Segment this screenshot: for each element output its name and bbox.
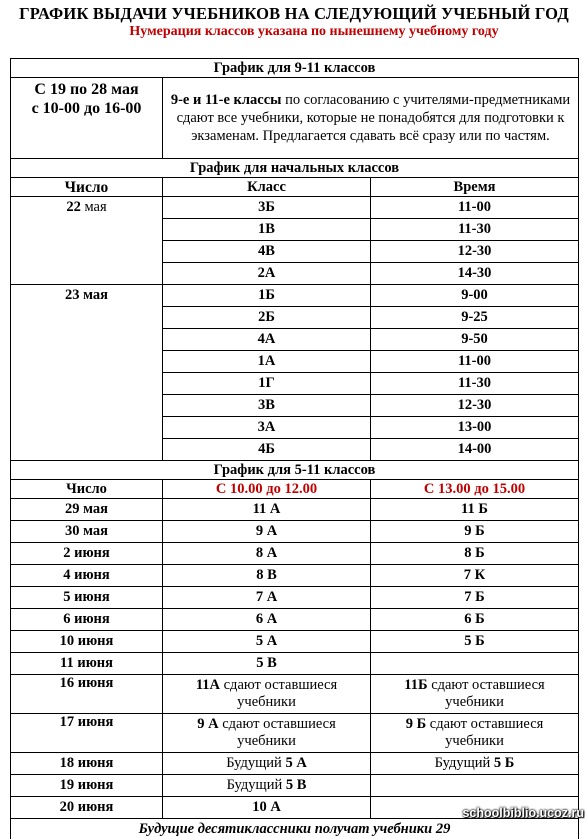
table-row (11, 197, 579, 219)
row-time: 11-30 (371, 373, 579, 395)
table-row (11, 653, 579, 675)
row-date: 17 июня (11, 714, 163, 753)
row-slot1: 8 В (163, 565, 371, 587)
table-row (11, 285, 579, 307)
desc-bold: 9-е и 11-е классы (171, 92, 282, 108)
table-row (11, 565, 579, 587)
col-date-header: Число (11, 178, 163, 197)
row-class: 2Б (163, 307, 371, 329)
row-time: 14-00 (371, 439, 579, 461)
row-date (11, 263, 163, 285)
table-row (11, 775, 579, 797)
footer-row (11, 819, 579, 839)
table-row (11, 241, 579, 263)
note-text: сдают оставшиеся учебники (219, 716, 336, 749)
section-primary-heading: График для начальных классов (11, 159, 579, 178)
row-date: 20 июня (11, 797, 163, 819)
table-row (11, 587, 579, 609)
row-date: 30 мая (11, 521, 163, 543)
class-label: 9 Б (406, 716, 426, 732)
table-row (11, 753, 579, 775)
table-row (11, 329, 579, 351)
row-slot1: 5 А (163, 631, 371, 653)
row-date (11, 417, 163, 439)
row-date (11, 373, 163, 395)
table-row (11, 714, 579, 753)
class-label: 5 Б (494, 755, 514, 771)
table-row (11, 439, 579, 461)
row-class: 4Б (163, 439, 371, 461)
row-date: 11 июня (11, 653, 163, 675)
row-slot2: 5 Б (371, 631, 579, 653)
row-slot1 (163, 753, 371, 775)
col-date-header: Число (11, 480, 163, 499)
row-class: 3В (163, 395, 371, 417)
table-row (11, 543, 579, 565)
section-9-11-description (163, 78, 579, 159)
table-row (11, 417, 579, 439)
row-class: 1Б (163, 285, 371, 307)
row-date: 18 июня (11, 753, 163, 775)
col-time-header: Время (371, 178, 579, 197)
row-time: 9-50 (371, 329, 579, 351)
dates-line-2: с 10-00 до 16-00 (15, 99, 158, 118)
row-time: 11-30 (371, 219, 579, 241)
row-time: 11-00 (371, 351, 579, 373)
row-slot1: 11 А (163, 499, 371, 521)
note-text: сдают оставшиеся учебники (426, 716, 543, 749)
row-time: 9-00 (371, 285, 579, 307)
page-title: ГРАФИК ВЫДАЧИ УЧЕБНИКОВ НА СЛЕДУЮЩИЙ УЧЕБНЫЙ ГОД (0, 4, 588, 24)
watermark: schoolbiblio.ucoz.ru (462, 806, 584, 820)
class-label: 9 А (197, 716, 218, 732)
section-9-11-row (11, 78, 579, 159)
row-class: 2А (163, 263, 371, 285)
table-row (11, 263, 579, 285)
row-slot2: 11 Б (371, 499, 579, 521)
class-label: 11А (196, 677, 220, 693)
row-time: 14-30 (371, 263, 579, 285)
desc-text: по согласованию с учителями-предметниками сдают все учебники, которые не понадобятся для подготовки к экзаменам. Предлагается сдавать всё сразу или по частям. (177, 92, 571, 144)
senior-rows (11, 499, 579, 675)
row-class: 3Б (163, 197, 371, 219)
class-label: 5 А (285, 755, 306, 771)
section-9-11-heading: График для 9-11 классов (11, 59, 579, 78)
row-slot1: 10 А (163, 797, 371, 819)
row-class: 1Г (163, 373, 371, 395)
col-slot2-header: С 13.00 до 15.00 (371, 480, 579, 499)
row-date (11, 439, 163, 461)
row-slot1: 8 А (163, 543, 371, 565)
row-slot2 (371, 675, 579, 714)
section-primary-columns (11, 178, 579, 197)
col-slot1-header: С 10.00 до 12.00 (163, 480, 371, 499)
row-date: 6 июня (11, 609, 163, 631)
row-date: 2 июня (11, 543, 163, 565)
table-row (11, 395, 579, 417)
row-slot2: 6 Б (371, 609, 579, 631)
table-row (11, 307, 579, 329)
row-date: 10 июня (11, 631, 163, 653)
row-slot2: 7 К (371, 565, 579, 587)
note-text: Будущий (435, 755, 494, 771)
row-date (11, 241, 163, 263)
row-slot1 (163, 675, 371, 714)
row-class: 3А (163, 417, 371, 439)
row-date (11, 351, 163, 373)
row-date (11, 219, 163, 241)
row-slot2: 8 Б (371, 543, 579, 565)
section-5-11-heading: График для 5-11 классов (11, 461, 579, 480)
table-row (11, 373, 579, 395)
class-label: 5 В (286, 777, 307, 793)
table-row (11, 609, 579, 631)
row-slot2 (371, 753, 579, 775)
col-class-header: Класс (163, 178, 371, 197)
row-class: 1А (163, 351, 371, 373)
dates-line-1: С 19 по 28 мая (15, 80, 158, 99)
page-subtitle: Нумерация классов указана по нынешнему учебному году (0, 24, 588, 40)
section-9-11-heading-row (11, 59, 579, 78)
section-5-11-heading-row (11, 461, 579, 480)
row-date (11, 307, 163, 329)
row-slot2: 7 Б (371, 587, 579, 609)
row-date: 23 мая (11, 285, 163, 307)
row-date: 16 июня (11, 675, 163, 714)
row-time: 13-00 (371, 417, 579, 439)
row-slot1: 9 А (163, 521, 371, 543)
class-label: 11Б (404, 677, 427, 693)
row-time: 9-25 (371, 307, 579, 329)
row-date: 22 мая (11, 197, 163, 219)
row-slot2 (371, 714, 579, 753)
row-time: 11-00 (371, 197, 579, 219)
row-slot2: 9 Б (371, 521, 579, 543)
row-slot1 (163, 714, 371, 753)
row-time: 12-30 (371, 395, 579, 417)
note-text: сдают оставшиеся учебники (220, 677, 337, 710)
row-slot1: 5 В (163, 653, 371, 675)
schedule-table (10, 58, 579, 839)
row-date: 5 июня (11, 587, 163, 609)
note-text: Будущий (227, 777, 286, 793)
table-row (11, 219, 579, 241)
note-text: Будущий (226, 755, 285, 771)
row-slot2 (371, 653, 579, 675)
row-time: 12-30 (371, 241, 579, 263)
row-class: 1В (163, 219, 371, 241)
row-slot1: 7 А (163, 587, 371, 609)
section-5-11-columns (11, 480, 579, 499)
row-date: 4 июня (11, 565, 163, 587)
row-date (11, 395, 163, 417)
footer-note: Будущие десятиклассники получат учебники 29 (11, 819, 579, 839)
row-class: 4А (163, 329, 371, 351)
table-row (11, 351, 579, 373)
table-row (11, 499, 579, 521)
row-slot1: 6 А (163, 609, 371, 631)
row-slot2 (371, 775, 579, 797)
note-text: сдают оставшиеся учебники (428, 677, 545, 710)
section-primary-heading-row (11, 159, 579, 178)
table-row (11, 675, 579, 714)
row-class: 4В (163, 241, 371, 263)
row-date: 19 июня (11, 775, 163, 797)
table-row (11, 631, 579, 653)
table-row (11, 521, 579, 543)
row-slot1 (163, 775, 371, 797)
row-date: 29 мая (11, 499, 163, 521)
primary-rows (11, 197, 579, 461)
row-date (11, 329, 163, 351)
section-9-11-dates (11, 78, 163, 159)
